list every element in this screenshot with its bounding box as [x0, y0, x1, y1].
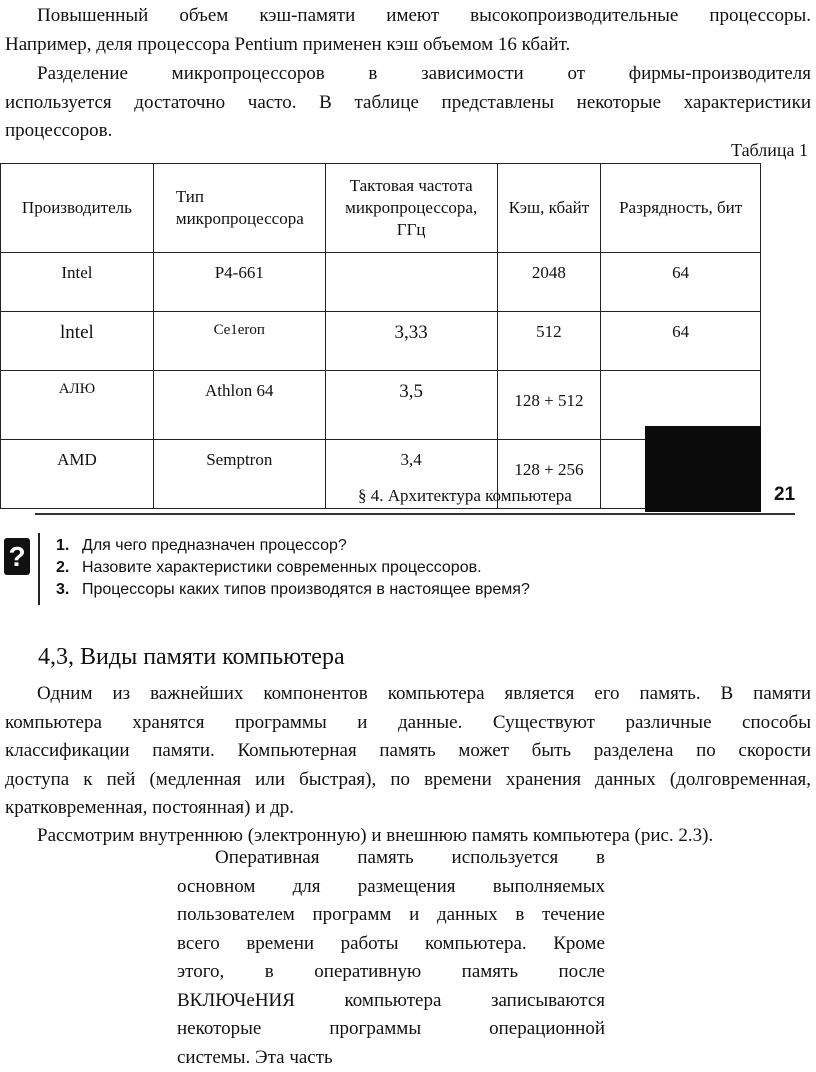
cell-manufacturer: АЛЮ [1, 371, 154, 440]
table-row [1, 253, 761, 312]
scan-black-block [645, 426, 761, 512]
question-text: Назовите характеристики современных процессоров. [82, 559, 482, 576]
header-frequency: Тактовая частота микропроцессора, ГГц [325, 164, 497, 253]
table-caption: Таблица 1 [731, 140, 808, 161]
cell-frequency: 3,4 [325, 440, 497, 509]
section-title: 4,3, Виды памяти компьютера [38, 644, 345, 671]
text-line: этого, в оперативную память после [177, 958, 605, 987]
text-line: всего времени работы компьютера. Кроме [177, 930, 605, 959]
text-line: некоторые программы операционной [177, 1015, 605, 1044]
question-number: 2. [56, 557, 82, 579]
text-line: Рассмотрим внутреннюю (электронную) и внешнюю память компьютера (рис. 2.3). [5, 822, 811, 851]
header-type: Тип микропроцессора [153, 164, 325, 253]
list-item [56, 579, 530, 601]
text-line: кратковременная, постоянная) и др. [5, 794, 811, 823]
question-number: 1. [56, 535, 82, 557]
question-mark-icon: ? [4, 538, 30, 575]
cell-cache: 128 + 512 [497, 371, 601, 440]
text-line: ВКЛЮЧеНИЯ компьютера записываются [177, 987, 605, 1016]
questions-list [56, 535, 530, 601]
text-line: Повышенный объем кэш-памяти имеют высокопроизводительные процессоры. [5, 2, 811, 31]
cell-frequency [325, 253, 497, 312]
table-row [1, 312, 761, 371]
text-line: компьютера хранятся программы и данные. Существуют различные способы [5, 709, 811, 738]
header-manufacturer: Производитель [1, 164, 154, 253]
cell-frequency: 3,33 [325, 312, 497, 371]
running-header-title: § 4. Архитектура компьютера [358, 486, 572, 506]
cell-cache: 2048 [497, 253, 601, 312]
text-line: системы. Эта часть [177, 1044, 605, 1072]
text-line: Оперативная память используется в [177, 844, 605, 873]
paragraph-cache-intro [5, 2, 811, 59]
text-line: пользователем программ и данных в течение [177, 901, 605, 930]
text-line: классификации памяти. Компьютерная память может быть разделена по скорости [5, 737, 811, 766]
text-line: процессоров. [5, 117, 811, 146]
question-text: Для чего предназначен процессор? [82, 537, 347, 554]
cell-type: Semptron [153, 440, 325, 509]
text-line: Например, деля процессора Pentium применен кэш объемом 16 кбайт. [5, 31, 811, 60]
cell-type: Athlon 64 [153, 371, 325, 440]
text-line: Одним из важнейших компонентов компьютера является его память. В памяти [5, 680, 811, 709]
header-rule [35, 513, 795, 515]
header-bitness: Разрядность, бит [601, 164, 761, 253]
question-number: 3. [56, 579, 82, 601]
cell-bitness: 64 [601, 253, 761, 312]
cell-manufacturer: lntel [1, 312, 154, 371]
cell-type: P4-661 [153, 253, 325, 312]
questions-divider [38, 533, 40, 605]
paragraph-memory-intro [5, 680, 811, 823]
page-number: 21 [774, 484, 795, 506]
cell-manufacturer: AMD [1, 440, 154, 509]
cell-frequency: 3,5 [325, 371, 497, 440]
text-line: доступа к пей (медленная или быстрая), по времени хранения данных (долговременная, [5, 766, 811, 795]
cell-cache: 512 [497, 312, 601, 371]
cell-manufacturer: Intel [1, 253, 154, 312]
cell-cache: 128 + 256 [497, 440, 601, 509]
cell-bitness: 64 [601, 312, 761, 371]
paragraph-ram [177, 844, 605, 1072]
text-line: основном для размещения выполняемых [177, 873, 605, 902]
list-item [56, 535, 530, 557]
question-text: Процессоры каких типов производятся в настоящее время? [82, 581, 530, 598]
paragraph-manufacturers [5, 60, 811, 146]
table-header-row [1, 164, 761, 253]
text-line: используется достаточно часто. В таблице представлены некоторые характеристики [5, 89, 811, 118]
text-line: Разделение микропроцессоров в зависимости от фирмы-производителя [5, 60, 811, 89]
list-item [56, 557, 530, 579]
header-cache: Кэш, кбайт [497, 164, 601, 253]
cell-type: Ce1eroп [153, 312, 325, 371]
